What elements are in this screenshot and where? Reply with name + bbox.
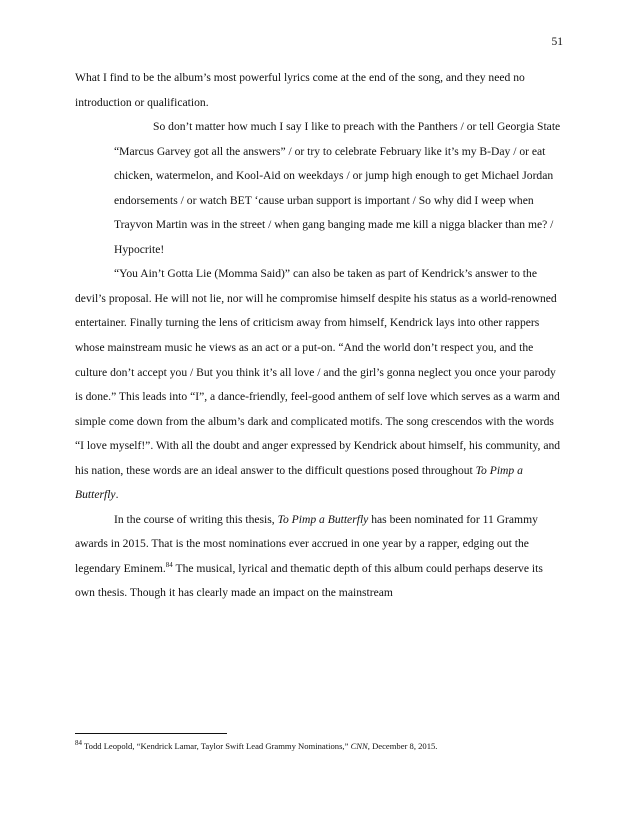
footnote-source: CNN <box>350 741 368 751</box>
footnote-number: 84 <box>75 739 82 748</box>
page-number: 51 <box>551 36 563 48</box>
footnote-divider <box>75 733 227 734</box>
album-title: To Pimp a Butterfly <box>277 512 369 526</box>
footnote <box>75 740 575 752</box>
footnote-citation: Todd Leopold, “Kendrick Lamar, Taylor Swift Lead Grammy Nominations,” <box>84 741 349 751</box>
grammy-lead: In the course of writing this thesis, <box>114 512 275 526</box>
grammy-tail: The musical, lyrical and thematic depth of this album could perhaps deserve its own thesis. Though it has clearly made an impact on the mainstream <box>75 561 543 600</box>
footnote-date: , December 8, 2015. <box>367 741 438 751</box>
intro-paragraph: What I find to be the album’s most powerful lyrics come at the end of the song, and they need no introduction or qualification. <box>75 71 525 109</box>
body-text <box>75 66 565 606</box>
album-title: To Pimp a Butterfly <box>75 463 523 502</box>
footnote-reference: 84 <box>165 561 173 570</box>
analysis-paragraph <box>75 262 565 507</box>
grammy-middle: has been nominated for 11 Grammy awards in 2015. That is the most nominations ever accrued in one year by a rapper, edging out the legendary Eminem. <box>75 512 538 575</box>
analysis-end: . <box>115 488 119 502</box>
analysis-text: “You Ain’t Gotta Lie (Momma Said)” can also be taken as part of Kendrick’s answer to the devil’s proposal. He will not lie, nor will he compromise himself despite his status as a world-renowned entertainer. Finally turning the lens of criticism away from himself, Kendrick lays into other rappers whose mainstream music he views as an act or a put-on. “And the world don’t respect you, and the culture don’t accept you / But you think it’s all love / and the girl’s gonna neglect you once your parody is done.” This leads into “I”, a dance-friendly, feel-good anthem of self love which serves as a warm and simple come down from the album’s dark and complicated motifs. The song crescendos with the words “I love myself!”. With all the doubt and anger expressed by Kendrick about himself, his community, and his nation, these words are an ideal answer to the difficult questions posed throughout <box>75 267 561 477</box>
block-quote-lyrics: So don’t matter how much I say I like to preach with the Panthers / or tell Georgia State “Marcus Garvey got all the answers” / or try to celebrate February like it’s my B-Day / or eat chicken, watermelon, and Kool-Aid on weekdays / or jump high enough to get Michael Jordan endorsements / or watch BET ‘cause urban support is important / So why did I weep when Trayvon Martin was in the street / when gang banging made me kill a nigga blacker than me? / Hypocrite! <box>114 120 561 256</box>
grammy-paragraph <box>75 508 565 606</box>
